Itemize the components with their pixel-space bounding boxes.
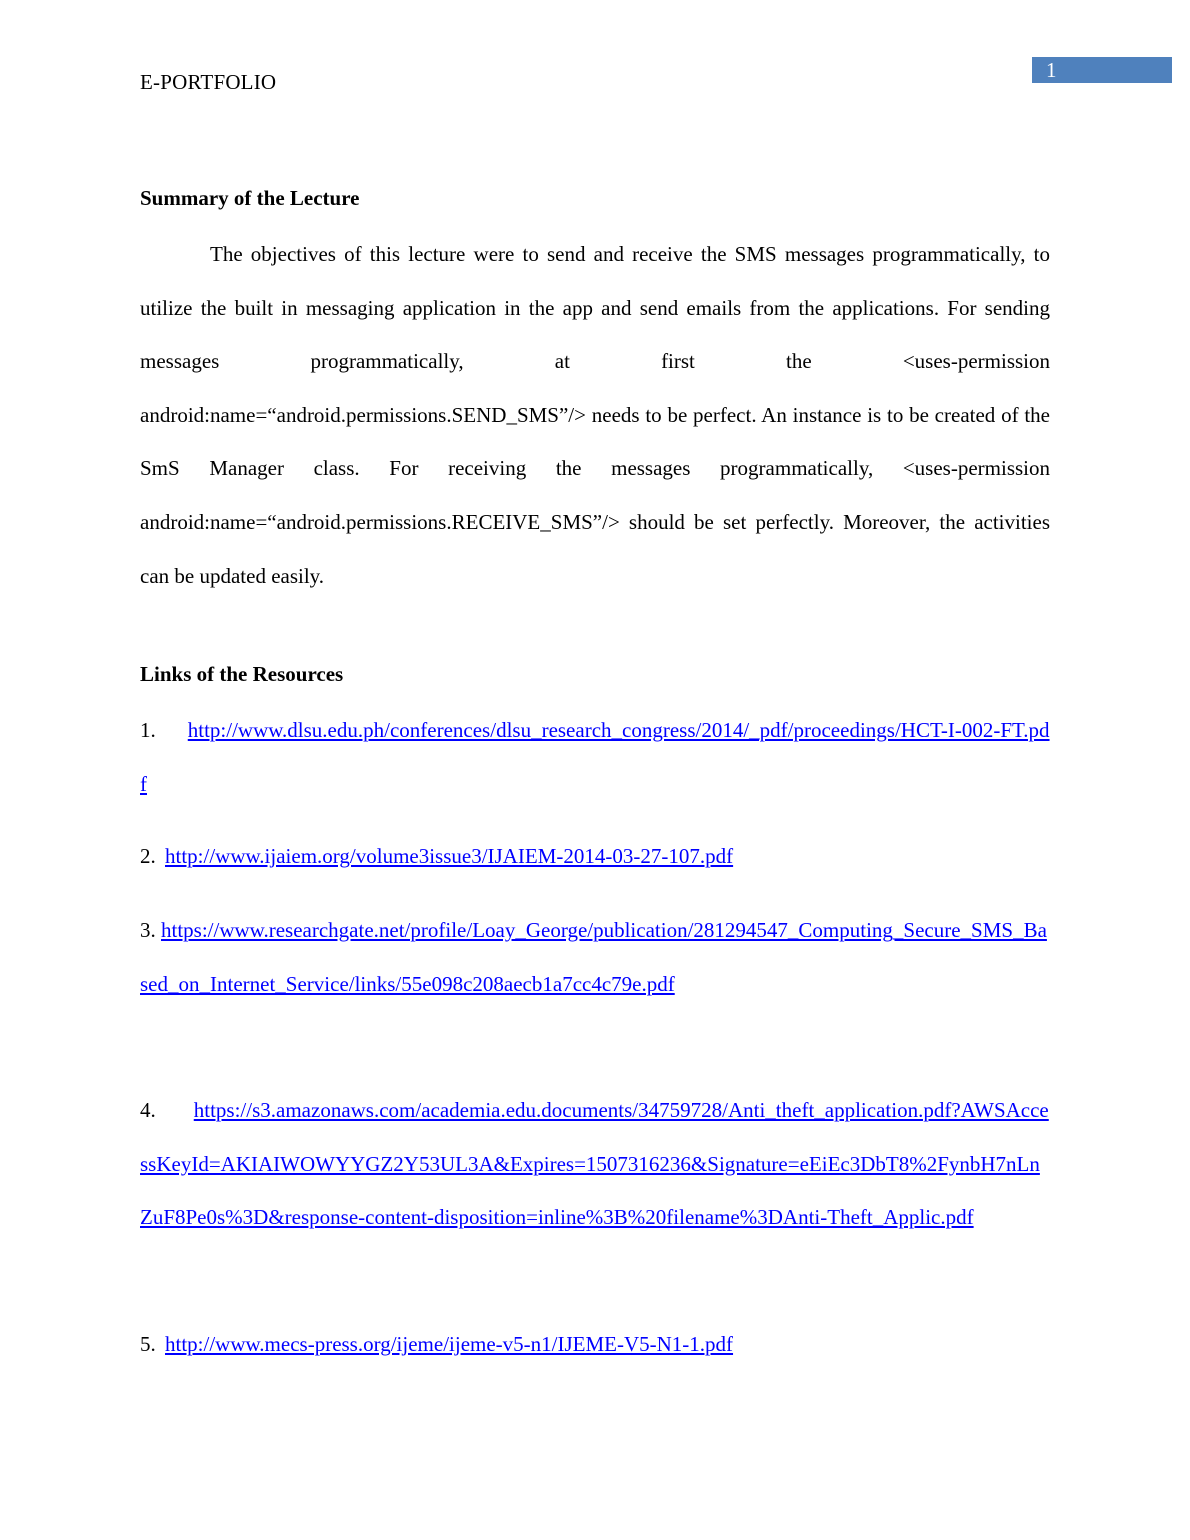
page-number-box	[1032, 57, 1172, 83]
resource-item-2	[140, 830, 1050, 884]
running-head: E-PORTFOLIO	[140, 70, 277, 94]
resource-link-5[interactable]: http://www.mecs-press.org/ijeme/ijeme-v5-n1/IJEME-V5-N1-1.pdf	[165, 1332, 734, 1356]
resource-item-4	[140, 1084, 1050, 1245]
resource-number: 4.	[140, 1098, 156, 1122]
resource-item-5	[140, 1318, 1050, 1372]
resource-link-4[interactable]: https://s3.amazonaws.com/academia.edu.documents/34759728/Anti_theft_application.pdf?AWSAccessKeyId=AKIAIWOWYYGZ2Y53UL3A&Expires=1507316236&Signature=eEiEc3DbT8%2FynbH7nLnZuF8Pe0s%3D&response-content-disposition=inline%3B%20filename%3DAnti-Theft_Applic.pdf	[140, 1098, 1049, 1230]
resource-link-1[interactable]: http://www.dlsu.edu.ph/conferences/dlsu_research_congress/2014/_pdf/proceedings/HCT-I-002-FT.pdf	[140, 718, 1050, 796]
summary-heading: Summary of the Lecture	[140, 186, 360, 210]
resource-number: 1.	[140, 718, 156, 742]
resource-link-2[interactable]: http://www.ijaiem.org/volume3issue3/IJAIEM-2014-03-27-107.pdf	[165, 844, 734, 868]
resource-item-3	[140, 904, 1050, 1011]
summary-paragraph: The objectives of this lecture were to send and receive the SMS messages programmatically, to utilize the built in messaging application in the app and send emails from the applications. For sending messages programmatically, at first the <uses-permission android:name=“android.permissions.SEND_SMS”/> needs to be perfect. An instance is to be created of the SmS Manager class. For receiving the messages programmatically, <uses-permission android:name=“android.permissions.RECEIVE_SMS”/> should be set perfectly. Moreover, the activities can be updated easily.	[140, 242, 1050, 588]
resource-number: 5.	[140, 1332, 156, 1356]
resources-heading: Links of the Resources	[140, 662, 344, 686]
resource-item-1	[140, 704, 1050, 811]
resource-link-3[interactable]: https://www.researchgate.net/profile/Loay_George/publication/281294547_Computing_Secure_SMS_Based_on_Internet_Service/links/55e098c208aecb1a7cc4c79e.pdf	[140, 918, 1047, 996]
resource-number: 2.	[140, 844, 156, 868]
page-number: 1	[1046, 58, 1057, 82]
resource-number: 3.	[140, 918, 156, 942]
